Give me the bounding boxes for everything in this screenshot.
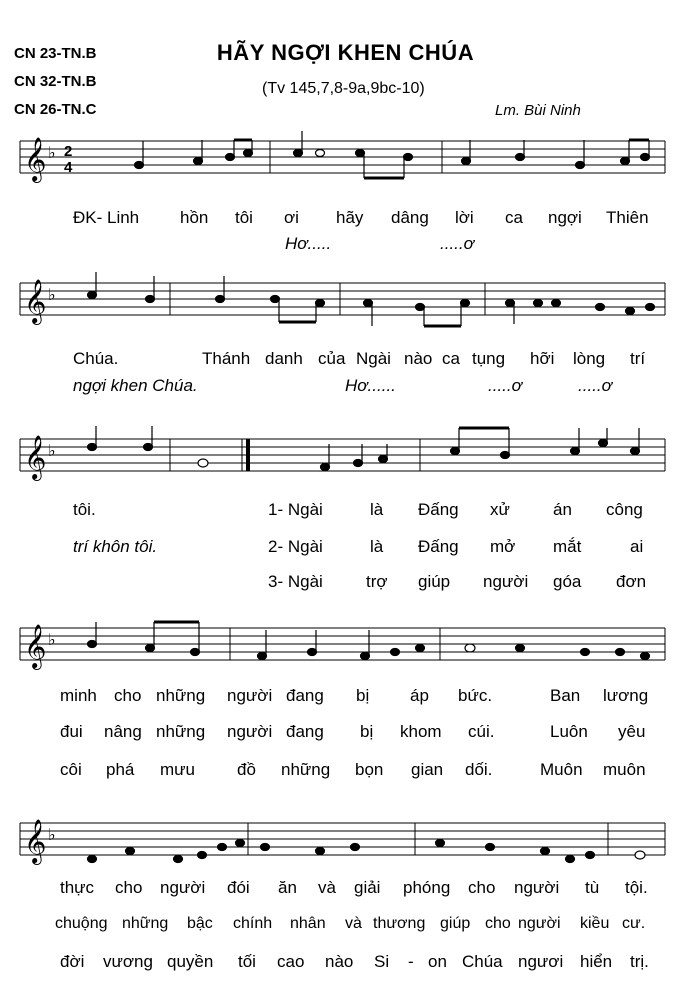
lyric-word: nhân: [290, 915, 326, 932]
lyric-word: cư.: [622, 915, 646, 932]
lyric-word: giúp: [418, 572, 451, 591]
lyric-word: và: [318, 878, 336, 897]
lyric-word: nâng: [104, 722, 142, 741]
lyric-word: ơi: [284, 208, 299, 227]
lyric-word: minh: [60, 686, 97, 705]
lyric-word: tôi: [235, 208, 253, 227]
flat-icon: ♭: [48, 441, 56, 460]
lyric-word: tụng: [472, 349, 506, 368]
lyric-word: cho: [115, 878, 143, 897]
lyric-word: lời: [455, 208, 474, 227]
lyric-word: những: [156, 722, 206, 741]
lyric-word: khom: [400, 722, 442, 741]
lyric-word: Hơ......: [345, 376, 396, 395]
lyric-word: gian: [411, 760, 444, 779]
lyric-word: tối: [238, 952, 256, 971]
lyric-word: ĐK- Linh: [73, 208, 140, 227]
lyric-word: 1- Ngài: [268, 500, 323, 519]
lyric-word: phóng: [403, 878, 451, 897]
lyric-word: công: [606, 500, 643, 519]
lyric-word: và: [345, 915, 362, 932]
flat-icon: ♭: [48, 143, 56, 162]
lyric-word: Si: [374, 952, 390, 971]
lyric-word: .....ơ: [578, 376, 612, 395]
staff-system-1: [20, 141, 665, 173]
lyric-word: tù: [585, 878, 600, 897]
flat-icon: ♭: [48, 825, 56, 844]
lyric-word: trí khôn tôi.: [73, 537, 158, 556]
lyric-word: hãy: [336, 208, 364, 227]
lyric-word: Muôn: [540, 760, 583, 779]
lyric-word: trợ: [366, 572, 388, 591]
lyric-word: thương: [373, 915, 426, 932]
lyric-word: thực: [60, 878, 95, 897]
lyric-word: on: [428, 952, 447, 971]
lyric-word: Chúa: [462, 952, 503, 971]
treble-clef-icon: 𝄞: [24, 624, 47, 668]
lyric-word: 2- Ngài: [268, 537, 323, 556]
lyric-word: những: [156, 686, 206, 705]
treble-clef-icon: 𝄞: [24, 435, 47, 479]
treble-clef-icon: 𝄞: [24, 819, 47, 863]
flat-icon: ♭: [48, 630, 56, 649]
lyric-word: mưu: [160, 760, 195, 779]
time-signature-top: 2: [64, 143, 73, 160]
lyric-word: Ngài: [356, 349, 391, 368]
lyric-word: yêu: [618, 722, 646, 741]
lyric-word: bị: [360, 722, 374, 741]
time-signature-bottom: 4: [64, 159, 73, 176]
lyric-word: giải: [354, 878, 381, 897]
lyric-word: người: [483, 572, 529, 591]
lyric-word: đang: [286, 722, 324, 741]
psalm-reference: (Tv 145,7,8-9a,9bc-10): [262, 80, 425, 97]
lyric-word: ăn: [278, 878, 297, 897]
lyric-word: bị: [356, 686, 370, 705]
week-code: CN 23-TN.B: [14, 45, 97, 62]
lyric-word: án: [553, 500, 572, 519]
lyric-word: .....ơ: [488, 376, 522, 395]
lyric-word: đang: [286, 686, 324, 705]
lyric-word: -: [408, 952, 414, 971]
lyric-word: lòng: [573, 349, 606, 368]
lyric-word: dối.: [465, 760, 493, 779]
lyric-word: giúp: [440, 915, 471, 932]
lyric-word: ngươi: [518, 952, 564, 971]
lyric-word: đơn: [616, 572, 647, 591]
lyric-word: hỡi: [530, 349, 555, 368]
composer: Lm. Bùi Ninh: [495, 102, 581, 119]
lyric-word: Đấng: [418, 500, 459, 519]
staff-system-5: [20, 823, 665, 855]
lyric-word: hiển: [580, 952, 613, 971]
lyric-word: người: [160, 878, 206, 897]
lyric-word: Hơ.....: [285, 234, 332, 253]
lyric-word: dâng: [391, 208, 429, 227]
lyric-word: bọn: [355, 760, 384, 779]
lyric-word: nào: [404, 349, 433, 368]
lyric-word: người: [227, 686, 273, 705]
lyric-word: côi: [60, 760, 82, 779]
lyric-word: vương: [103, 952, 153, 971]
lyric-word: cho: [485, 915, 511, 932]
staff-system-2: [20, 283, 665, 315]
lyric-word: trí: [630, 349, 646, 368]
lyric-word: muôn: [603, 760, 646, 779]
staff-system-4: [20, 628, 665, 660]
lyric-word: Thiên: [606, 208, 649, 227]
lyric-word: tội.: [625, 878, 648, 897]
lyric-word: của: [318, 349, 346, 368]
flat-icon: ♭: [48, 285, 56, 304]
lyric-word: bậc: [187, 915, 213, 932]
lyric-word: mắt: [553, 537, 582, 556]
lyric-word: lương: [603, 686, 649, 705]
week-code: CN 32-TN.B: [14, 73, 97, 90]
lyric-word: trị.: [630, 952, 649, 971]
lyric-word: ngợi khen Chúa.: [73, 376, 198, 395]
lyric-word: chính: [233, 915, 273, 932]
lyric-word: 3- Ngài: [268, 572, 323, 591]
lyric-word: Luôn: [550, 722, 588, 741]
lyric-word: ca: [442, 349, 460, 368]
lyric-word: chuộng: [55, 915, 108, 932]
lyric-word: đời: [60, 952, 85, 971]
lyric-word: những: [122, 915, 169, 932]
lyric-word: cho: [114, 686, 142, 705]
lyric-word: nào: [325, 952, 354, 971]
staff-system-3: [20, 439, 665, 471]
lyric-word: Đấng: [418, 537, 459, 556]
lyric-word: .....ơ: [440, 234, 474, 253]
lyric-word: bức.: [458, 686, 493, 705]
song-title: HÃY NGỢI KHEN CHÚA: [216, 40, 475, 65]
lyric-word: danh: [265, 349, 303, 368]
notes: [88, 131, 655, 863]
lyric-word: cúi.: [468, 722, 495, 741]
lyric-word: áp: [410, 686, 429, 705]
lyric-word: người: [514, 878, 560, 897]
lyric-word: người: [518, 915, 561, 932]
lyric-word: cho: [468, 878, 496, 897]
lyric-word: kiều: [580, 915, 610, 932]
lyric-word: cao: [277, 952, 305, 971]
lyric-word: là: [370, 537, 384, 556]
lyric-word: góa: [553, 572, 582, 591]
lyric-word: ngợi: [548, 208, 582, 227]
lyric-word: là: [370, 500, 384, 519]
lyric-word: tôi.: [73, 500, 96, 519]
lyric-word: ca: [505, 208, 523, 227]
lyric-word: phá: [106, 760, 135, 779]
treble-clef-icon: 𝄞: [24, 137, 47, 181]
lyric-word: ai: [630, 537, 644, 556]
lyric-word: người: [227, 722, 273, 741]
lyric-word: quyền: [167, 952, 214, 971]
lyric-word: Thánh: [202, 349, 251, 368]
lyric-word: Chúa.: [73, 349, 119, 368]
lyric-word: hồn: [180, 208, 209, 227]
lyric-word: xử: [490, 500, 510, 519]
lyric-word: những: [281, 760, 331, 779]
treble-clef-icon: 𝄞: [24, 279, 47, 323]
week-code: CN 26-TN.C: [14, 101, 97, 118]
lyric-word: đói: [227, 878, 250, 897]
lyric-word: mở: [490, 537, 516, 556]
lyric-word: Ban: [550, 686, 581, 705]
lyric-word: đui: [60, 722, 83, 741]
lyric-word: đồ: [237, 760, 256, 779]
